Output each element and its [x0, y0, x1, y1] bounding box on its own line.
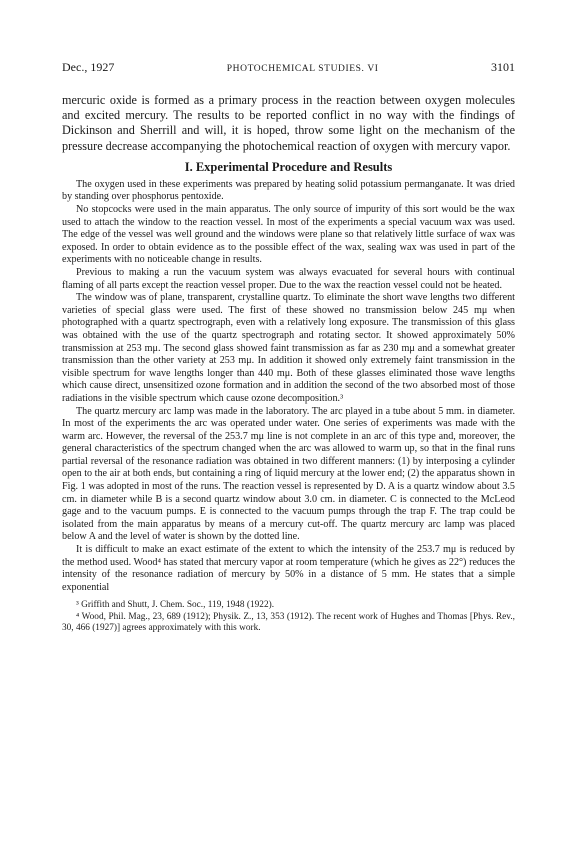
- paragraph-vacuum: Previous to making a run the vacuum system was always evacuated for several hours with continual flaming of all parts except the reaction vessel proper. Due to the wax the reaction vessel could not be heated.: [62, 266, 515, 291]
- paragraph-intensity: It is difficult to make an exact estimate of the extent to which the intensity of the 253.7 mμ is reduced by the method used. Wood⁴ has stated that mercury vapor at room temperature (which he gives as 22°) reduces the intensity of the resonance radiation of mercury by 50% in a distance of 5 mm. He states that a simple exponential: [62, 544, 515, 593]
- section-heading: I. Experimental Procedure and Results: [184, 159, 393, 174]
- running-head: [62, 60, 515, 75]
- paragraph-arc-lamp: The quartz mercury arc lamp was made in the laboratory. The arc played in a tube about 5 mm. in diameter. In most of the experiments the arc was operated under water. One series of experiments was made with the warm arc. However, the reversal of the 253.7 mμ line is not complete in an arc of this type and, moreover, the general characteristics of the spectrum changed when the arc was allowed to warm up, so that in the final runs partial reversal of the resonance radiation was obtained in two different manners: (1) by interposing a cylinder open to the air at both ends, but containing a ring of liquid mercury at the lower end; (2) the apparatus shown in Fig. 1 was adopted in most of the runs. The reaction vessel is represented by D. A is a quartz window about 3.5 cm. in diameter while B is a second quartz window about 3.0 cm. in diameter. C is connected to the McLeod gage and to the vacuum pumps. E is connected to the vacuum pumps through the trap F. The trap could be isolated from the main apparatus by means of a mercury cut-off. The quartz mercury arc lamp was placed below A and the level of water is shown by the dotted line.: [62, 405, 515, 543]
- issue-date: Dec., 1927: [62, 60, 115, 74]
- footnotes: [62, 600, 515, 634]
- journal-page: [62, 60, 515, 635]
- running-title: PHOTOCHEMICAL STUDIES. VI: [226, 64, 379, 74]
- paragraph-window: The window was of plane, transparent, crystalline quartz. To eliminate the short wave lengths two different varieties of special glass were used. The first of these showed no transmission below 245 mμ when photographed with a quartz spectrograph, even with a relatively long exposure. The transmission of this glass was obtained with the use of the quartz spectrograph and rotating sector. It showed approximately 50% transmission at 253 mμ. The second glass showed faint transmission as far as 230 mμ and a somewhat greater transmission than the other variety at 253 mμ. In addition it showed only extremely faint transmission in the visible spectrum for wave lengths longer than 440 mμ. Both of these glasses eliminated those wave lengths which cause direct, unsensitized ozone formation and in addition the second of the two absorbed most of those radiations in the visible spectrum which cause ozone decomposition.³: [62, 292, 515, 404]
- page-number: 3101: [491, 60, 515, 74]
- paragraph-oxygen-preparation: The oxygen used in these experiments was prepared by heating solid potassium permanganate. It was dried by standing over phosphorus pentoxide.: [62, 178, 515, 203]
- footnote-3: ³ Griffith and Shutt, J. Chem. Soc., 119, 1948 (1922).: [76, 600, 275, 611]
- paragraph-stopcocks: No stopcocks were used in the main apparatus. The only source of impurity of this sort would be the wax used to attach the window to the reaction vessel. In most of the experiments a special vacuum wax was used. The edge of the vessel was well ground and the windows were plane so that relatively little surface of wax was exposed. In order to obtain evidence as to the possible effect of the wax, sealing wax was used in part of the experiments with no noticeable change in results.: [62, 204, 515, 266]
- intro-paragraph: mercuric oxide is formed as a primary process in the reaction between oxygen molecules and excited mercury. The results to be reported conflict in no way with the findings of Dickinson and Sherrill and will, it is hoped, throw some light on the mechanism of the pressure decrease accompanying the photochemical reaction of oxygen with mercury vapor.: [62, 93, 515, 153]
- footnote-4: ⁴ Wood, Phil. Mag., 23, 689 (1912); Physik. Z., 13, 353 (1912). The recent work of Hughes and Thomas [Phys. Rev., 30, 466 (1927)] agrees approximately with this work.: [62, 611, 515, 634]
- body-text: [62, 179, 515, 595]
